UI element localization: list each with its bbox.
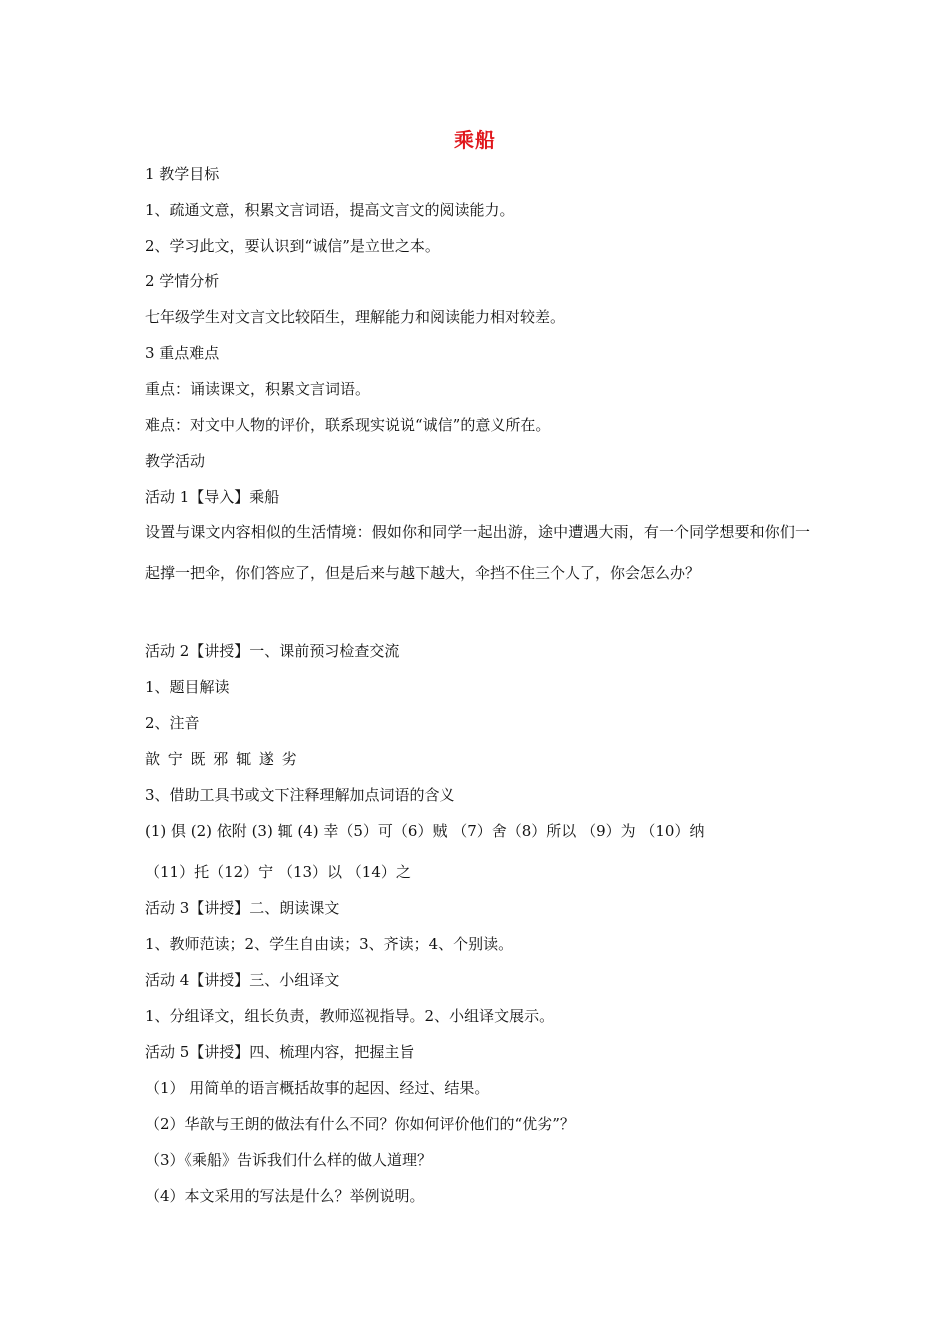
vocabulary-list-line-2: （11）托（12）宁 （13）以 （14）之 [145, 863, 411, 881]
activity-2-item-1: 1、题目解读 [145, 678, 230, 696]
goal-item-1: 1、疏通文意，积累文言词语，提高文言文的阅读能力。 [145, 201, 515, 219]
analysis-text: 七年级学生对文言文比较陌生，理解能力和阅读能力相对较差。 [145, 308, 566, 326]
activity-1-heading: 活动 1【导入】乘船 [145, 488, 280, 506]
key-point-text: 重点：诵读课文，积累文言词语。 [145, 380, 371, 398]
activity-3-text: 1、教师范读；2、学生自由读；3、齐读；4、个别读。 [145, 935, 514, 953]
pronunciation-characters: 歆 宁 既 邪 辄 遂 劣 [145, 750, 297, 768]
activity-2-item-3: 3、借助工具书或文下注释理解加点词语的含义 [145, 786, 455, 804]
difficulty-text: 难点：对文中人物的评价，联系现实说说“诚信”的意义所在。 [145, 416, 551, 434]
document-title: 乘船 [454, 128, 496, 152]
section-heading-analysis: 2 学情分析 [145, 272, 220, 290]
activity-5-heading: 活动 5【讲授】四、梳理内容，把握主旨 [145, 1043, 415, 1061]
activity-2-item-2: 2、注音 [145, 714, 200, 732]
section-heading-goals: 1 教学目标 [145, 165, 220, 183]
activity-3-heading: 活动 3【讲授】二、朗读课文 [145, 899, 340, 917]
vocabulary-list-line-1: (1) 俱 (2) 依附 (3) 辄 (4) 幸（5）可（6）贼 （7）舍（8）所以 （9）为 （10）纳 [145, 822, 705, 840]
activity-4-heading: 活动 4【讲授】三、小组译文 [145, 971, 340, 989]
activity-1-paragraph: 设置与课文内容相似的生活情境：假如你和同学一起出游，途中遭遇大雨，有一个同学想要和你们一起撑一把伞，你们答应了，但是后来与越下越大，伞挡不住三个人了，你会怎么办？ [145, 523, 810, 582]
section-heading-key-points: 3 重点难点 [145, 344, 220, 362]
activity-4-text: 1、分组译文，组长负责，教师巡视指导。2、小组译文展示。 [145, 1007, 555, 1025]
activity-5-question-4: （4）本文采用的写法是什么？举例说明。 [145, 1187, 425, 1205]
activity-2-heading: 活动 2【讲授】一、课前预习检查交流 [145, 642, 400, 660]
activity-5-question-1: （1） 用简单的语言概括故事的起因、经过、结果。 [145, 1079, 490, 1097]
activity-5-question-3: （3）《乘船》告诉我们什么样的做人道理？ [145, 1151, 433, 1169]
section-heading-activities: 教学活动 [145, 452, 206, 470]
activity-5-question-2: （2）华歆与王朗的做法有什么不同？你如何评价他们的“优劣”？ [145, 1115, 575, 1133]
goal-item-2: 2、学习此文，要认识到“诚信”是立世之本。 [145, 237, 440, 255]
